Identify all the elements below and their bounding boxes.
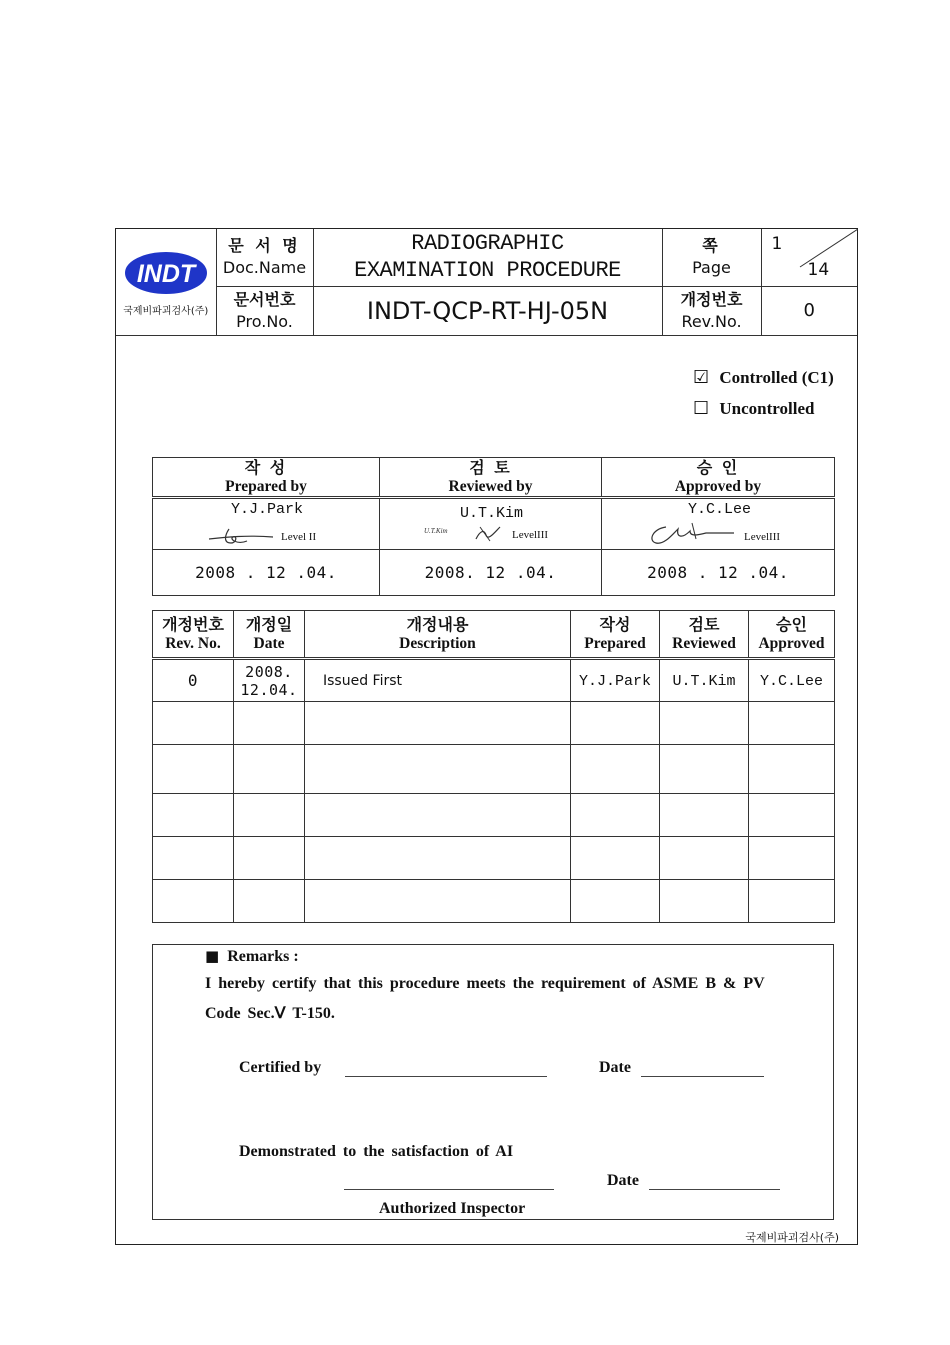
revision-header-en: Rev. No.	[165, 635, 221, 652]
certified-by-label: Certified by	[239, 1059, 322, 1076]
revision-header-en: Approved	[758, 635, 825, 652]
revision-header-cell	[234, 611, 305, 659]
doc-name-label-en: Doc.Name	[222, 258, 307, 278]
page-label-ko: 쪽	[702, 236, 721, 256]
revision-approved-cell	[749, 659, 835, 702]
doc-title-cell	[313, 229, 662, 286]
approval-date-row	[153, 550, 835, 596]
revision-header-en: Description	[399, 635, 476, 652]
approval-header-en: Reviewed by	[448, 478, 533, 495]
remarks-title-line	[205, 947, 299, 966]
footer-company-name: 국제비파괴검사(주)	[745, 1231, 839, 1244]
table-row	[153, 659, 835, 702]
revision-header-en: Date	[253, 635, 285, 652]
revision-header-en: Prepared	[584, 635, 646, 652]
signer-level: Level II	[281, 531, 317, 543]
rev-no-value-cell	[761, 286, 857, 335]
remarks-title: Remarks :	[227, 948, 299, 965]
revision-header-ko: 작성	[599, 615, 631, 634]
revision-header-cell	[153, 611, 234, 659]
signature-cell-reviewed	[380, 498, 602, 550]
inspector-date-line	[649, 1189, 780, 1190]
signature-approved-icon	[646, 521, 738, 549]
doc-name-label-ko: 문 서 명	[228, 236, 301, 256]
approval-signature-row	[153, 498, 835, 550]
uncontrolled-label: Uncontrolled	[719, 399, 815, 418]
pro-no-label-ko: 문서번호	[233, 289, 296, 309]
signer-level: LevelIII	[744, 531, 781, 543]
rev-no-label-en: Rev.No.	[681, 311, 742, 331]
approval-table	[152, 457, 835, 596]
certified-date-label: Date	[599, 1059, 631, 1076]
uncontrolled-checkbox-icon: ☐	[693, 398, 710, 419]
pro-no-label-en: Pro.No.	[236, 311, 293, 331]
approval-date-approved	[602, 550, 835, 596]
pro-no-label	[216, 286, 313, 335]
revision-rev-value: 0	[187, 670, 199, 690]
logo-text: INDT	[136, 260, 195, 289]
remarks-text-line2: Code Sec.Ⅴ T-150.	[205, 1005, 335, 1022]
signer-name: Y.C.Lee	[688, 501, 752, 518]
inspector-signature-line	[344, 1189, 554, 1190]
revision-header-ko: 개정일	[245, 615, 293, 634]
revision-date-line1: 2008.	[245, 662, 293, 681]
doc-name-label	[216, 229, 313, 286]
signer-level: LevelIII	[512, 529, 549, 541]
approval-date: 2008. 12 .04.	[424, 562, 557, 582]
remarks-text-line1: I hereby certify that this procedure meets the requirement of ASME B & PV	[205, 975, 765, 992]
revision-description: Issued First	[323, 672, 403, 689]
approval-date: 2008 . 12 .04.	[647, 562, 789, 582]
approval-header-en: Approved by	[674, 478, 762, 495]
approval-header-ko: 작 성	[244, 458, 288, 477]
revision-prepared-cell	[571, 659, 660, 702]
controlled-status	[693, 367, 834, 388]
revision-header-cell	[749, 611, 835, 659]
certified-date-line	[641, 1076, 764, 1077]
document-frame	[115, 228, 858, 1245]
signature-cell-approved	[602, 498, 835, 550]
inspector-date-label: Date	[607, 1172, 639, 1189]
revision-description-cell	[305, 659, 571, 702]
table-row	[153, 794, 835, 837]
signature-prepared-icon	[207, 525, 277, 547]
uncontrolled-status	[693, 398, 814, 419]
page-label	[662, 229, 761, 286]
revision-header-ko: 개정내용	[406, 615, 469, 634]
remarks-bullet-icon: ■	[205, 947, 220, 965]
approval-date-prepared	[153, 550, 380, 596]
revision-reviewed-cell	[660, 659, 749, 702]
revision-header-ko: 검토	[688, 615, 720, 634]
approval-header-row	[153, 458, 835, 498]
revision-header-cell	[660, 611, 749, 659]
signer-name: Y.J.Park	[231, 501, 304, 518]
demonstrated-label: Demonstrated to the satisfaction of AI	[239, 1143, 514, 1160]
approval-header-approved	[602, 458, 835, 498]
certified-by-signature-line	[345, 1076, 547, 1077]
pro-no-value: INDT-QCP-RT-HJ-05N	[366, 296, 609, 325]
revision-table	[152, 610, 835, 923]
revision-header-ko: 승인	[776, 615, 807, 634]
indt-logo-icon	[124, 250, 208, 296]
revision-approved: Y.C.Lee	[759, 672, 823, 690]
page-label-en: Page	[692, 258, 731, 278]
document-header	[116, 229, 857, 336]
page-total: 14	[807, 260, 830, 280]
approval-header-prepared	[153, 458, 380, 498]
pro-no-value-cell	[313, 286, 662, 335]
approval-header-ko: 승 인	[696, 458, 740, 477]
approval-date: 2008 . 12 .04.	[195, 562, 337, 582]
company-name-small: 국제비파괴검사(주)	[123, 306, 209, 318]
table-row	[153, 702, 835, 745]
revision-date-line2: 12.04.	[240, 680, 298, 699]
rev-no-label	[662, 286, 761, 335]
signature-reviewed-icon	[424, 523, 504, 545]
revision-rev-cell	[153, 659, 234, 702]
doc-title-line2: EXAMINATION PROCEDURE	[354, 258, 621, 284]
approval-header-reviewed	[380, 458, 602, 498]
revision-reviewed: U.T.Kim	[672, 672, 736, 690]
revision-header-ko: 개정번호	[162, 615, 224, 634]
approval-date-reviewed	[380, 550, 602, 596]
revision-header-en: Reviewed	[672, 635, 736, 652]
revision-header-row	[153, 611, 835, 659]
revision-date-cell	[234, 659, 305, 702]
revision-prepared: Y.J.Park	[578, 672, 651, 690]
logo-cell	[116, 229, 216, 335]
controlled-label: Controlled (C1)	[719, 368, 834, 387]
remarks-box	[152, 944, 834, 1220]
rev-no-value: 0	[803, 299, 815, 321]
signature-cell-prepared	[153, 498, 380, 550]
revision-header-cell	[305, 611, 571, 659]
page-current: 1	[771, 234, 783, 254]
approval-header-en: Prepared by	[225, 478, 307, 495]
signer-name: U.T.Kim	[460, 505, 524, 522]
table-row	[153, 880, 835, 923]
doc-title-line1: RADIOGRAPHIC	[411, 231, 564, 257]
rev-no-label-ko: 개정번호	[680, 289, 743, 309]
controlled-checkbox-icon: ☑	[693, 367, 710, 388]
table-row	[153, 745, 835, 794]
authorized-inspector-label: Authorized Inspector	[379, 1200, 526, 1217]
svg-text:U.T.Kim: U.T.Kim	[424, 527, 448, 535]
table-row	[153, 837, 835, 880]
approval-header-ko: 검 토	[469, 458, 512, 477]
revision-header-cell	[571, 611, 660, 659]
page-number-cell	[761, 229, 857, 286]
